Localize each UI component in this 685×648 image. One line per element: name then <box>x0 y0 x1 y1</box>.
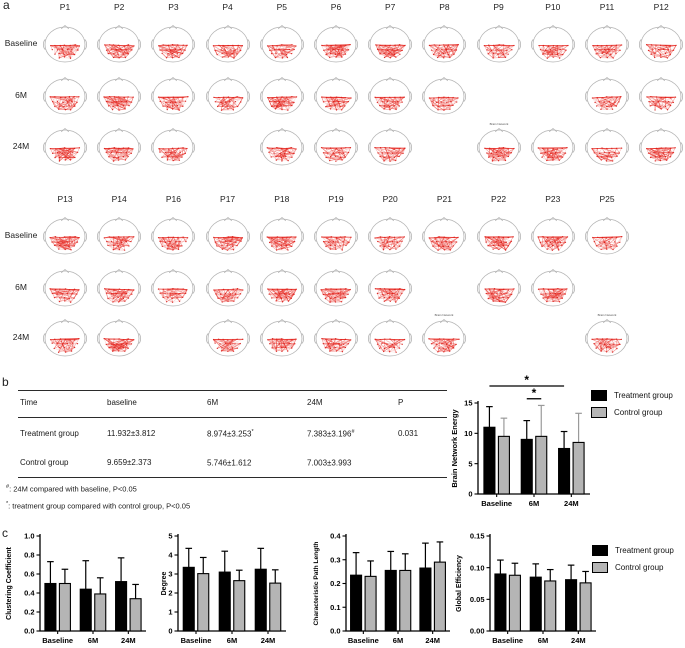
patient-label-p22: P22 <box>491 194 507 204</box>
patient-label-p10: P10 <box>545 2 561 12</box>
footnote-star: *: treatment group compared with control group, P<0.05 <box>6 501 191 511</box>
head-plot-p22-6m <box>477 262 521 309</box>
head-plot-p2-24m <box>97 121 141 168</box>
head-plot-p3-baseline <box>151 18 195 65</box>
bar-chart-ge <box>442 528 598 648</box>
head-plot-p14-6m <box>97 262 141 309</box>
patient-label-p4: P4 <box>222 2 233 12</box>
head-plot-p16-6m <box>151 262 195 309</box>
bar-chart-clustering <box>0 528 150 648</box>
treatment-p: 0.031 <box>398 429 419 438</box>
head-plot-p4-6m <box>206 70 250 117</box>
head-plot-p6-24m <box>314 121 358 168</box>
svg-text:Brain Network: Brain Network <box>489 122 509 127</box>
head-plot-p17-24m <box>206 312 250 359</box>
patient-label-p8: P8 <box>439 2 450 12</box>
head-plot-p7-6m <box>368 70 412 117</box>
patient-label-p11: P11 <box>599 2 615 12</box>
head-plot-p17-baseline <box>206 210 250 257</box>
head-plot-p23-baseline <box>531 210 575 257</box>
head-plot-p16-baseline <box>151 210 195 257</box>
col-header-time: Time <box>20 398 38 407</box>
col-header-baseline: baseline <box>107 398 137 407</box>
table-rule-bottom <box>18 477 447 478</box>
panel-a-letter: a <box>3 0 10 12</box>
head-plot-p12-6m <box>639 70 683 117</box>
patient-label-p19: P19 <box>328 194 344 204</box>
row-treatment-label: Treatment group <box>20 429 79 438</box>
treatment-24m: 7.383±3.196# <box>307 429 355 439</box>
patient-label-p1: P1 <box>59 2 71 12</box>
head-plot-p6-baseline <box>314 18 358 65</box>
patient-label-p17: P17 <box>220 194 236 204</box>
legend-label-treatment: Treatment group <box>615 546 674 555</box>
control-6m: 5.746±1.612 <box>207 458 252 468</box>
head-plot-p20-24m <box>368 312 412 359</box>
patient-label-p7: P7 <box>384 2 396 12</box>
head-plot-p13-6m <box>43 262 87 309</box>
head-plot-p13-baseline <box>43 210 87 257</box>
head-plot-p5-6m <box>260 70 304 117</box>
bar-chart-degree <box>152 528 288 648</box>
head-plot-p20-baseline <box>368 210 412 257</box>
head-plot-p8-6m <box>422 70 466 117</box>
head-plot-p19-24m <box>314 312 358 359</box>
head-plot-p14-baseline <box>97 210 141 257</box>
treatment-6m: 8.974±3.253* <box>207 429 254 439</box>
col-header-24m: 24M <box>307 398 323 407</box>
control-baseline: 9.659±2.373 <box>107 458 152 467</box>
head-plot-p19-baseline <box>314 210 358 257</box>
head-plot-p11-baseline <box>585 18 629 65</box>
patient-label-p20: P20 <box>382 194 398 204</box>
footnote-hash: #: 24M compared with baseline, P<0.05 <box>6 484 137 494</box>
head-plot-p2-baseline <box>97 18 141 65</box>
patient-label-p25: P25 <box>599 194 615 204</box>
col-header-p: P <box>398 398 404 407</box>
head-plot-p18-baseline <box>260 210 304 257</box>
control-24m: 7.003±3.993 <box>307 458 352 468</box>
head-plot-p11-6m <box>585 70 629 117</box>
row-label-6m-block2: 6M <box>15 282 27 292</box>
patient-label-p16: P16 <box>165 194 181 204</box>
head-plot-p12-baseline <box>639 18 683 65</box>
patient-label-p21: P21 <box>436 194 452 204</box>
patient-label-p18: P18 <box>274 194 290 204</box>
legend-label-treatment: Treatment group <box>614 391 673 400</box>
head-plot-p3-24m <box>151 121 195 168</box>
patient-label-p23: P23 <box>545 194 561 204</box>
row-label-24m-block1: 24M <box>12 141 30 151</box>
head-plot-p25-baseline <box>585 210 629 257</box>
bar-chart-energy <box>440 373 608 512</box>
head-plot-p25-24m <box>585 312 629 359</box>
head-plot-p3-6m <box>151 70 195 117</box>
head-plot-p17-6m <box>206 262 250 309</box>
head-plot-p22-baseline <box>477 210 521 257</box>
head-plot-p10-baseline <box>531 18 575 65</box>
patient-label-p13: P13 <box>57 194 73 204</box>
head-plot-p11-24m <box>585 121 629 168</box>
patient-label-p12: P12 <box>653 2 669 12</box>
head-plot-p1-24m <box>43 121 87 168</box>
legend-panel-c <box>592 542 674 576</box>
head-plot-p20-6m <box>368 262 412 309</box>
legend-row-treatment <box>592 542 674 559</box>
table-rule-top <box>18 390 447 391</box>
patient-label-p6: P6 <box>330 2 342 12</box>
head-plot-p4-baseline <box>206 18 250 65</box>
head-plot-p5-baseline <box>260 18 304 65</box>
head-plot-p8-baseline <box>422 18 466 65</box>
head-plot-p18-24m <box>260 312 304 359</box>
head-plot-p1-baseline <box>43 18 87 65</box>
patient-label-p2: P2 <box>113 2 125 12</box>
patient-label-p9: P9 <box>493 2 504 12</box>
row-label-24m-block2: 24M <box>12 332 30 342</box>
row-label-baseline-block2: Baseline <box>4 230 38 240</box>
head-plot-p21-baseline <box>422 210 466 257</box>
head-plot-p21-24m <box>422 312 466 359</box>
head-plot-p19-6m <box>314 262 358 309</box>
row-control-label: Control group <box>20 458 69 467</box>
head-plot-p1-6m <box>43 70 87 117</box>
legend-label-control: Control group <box>615 563 664 572</box>
treatment-baseline: 11.932±3.812 <box>107 429 156 438</box>
patient-label-p3: P3 <box>168 2 179 12</box>
bar-chart-cpl <box>298 528 450 648</box>
head-plot-p7-24m <box>368 121 412 168</box>
row-label-6m-block1: 6M <box>15 90 27 100</box>
head-plot-p12-24m <box>639 121 683 168</box>
head-plot-p13-24m <box>43 312 87 359</box>
patient-label-p5: P5 <box>276 2 287 12</box>
head-plot-p6-6m <box>314 70 358 117</box>
head-plot-p5-24m <box>260 121 304 168</box>
head-plot-p14-24m <box>97 312 141 359</box>
head-plot-p9-24m <box>477 121 521 168</box>
head-plot-p9-baseline <box>477 18 521 65</box>
head-plot-p10-24m <box>531 121 575 168</box>
head-plot-p18-6m <box>260 262 304 309</box>
patient-label-p14: P14 <box>111 194 127 204</box>
legend-label-control: Control group <box>614 408 663 417</box>
col-header-6m: 6M <box>207 398 219 407</box>
legend-row-control <box>592 559 674 576</box>
panel-b-letter: b <box>2 375 9 389</box>
table-rule-header <box>18 417 447 418</box>
head-plot-p7-baseline <box>368 18 412 65</box>
head-plot-p2-6m <box>97 70 141 117</box>
row-label-baseline-block1: Baseline <box>4 38 38 48</box>
head-plot-p23-6m <box>531 262 575 309</box>
panel-c-letter: c <box>2 526 8 540</box>
